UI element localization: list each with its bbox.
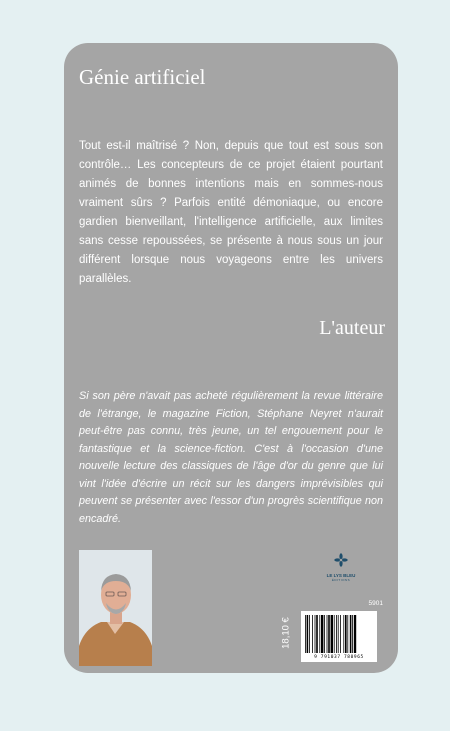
isbn-number: 9 791037 780965	[314, 655, 364, 660]
publisher-name: LE LYS BLEU	[326, 573, 356, 578]
author-photo	[79, 550, 152, 666]
book-title: Génie artificiel	[79, 65, 206, 89]
book-summary: Tout est-il maîtrisé ? Non, depuis que tout est sous son contrôle… Les concepteurs de ce projet étaient pourtant animés de bonnes intentions mais en sommes-nous vraiment sûrs ? Parfois entité démoniaque, ou encore gardien bienveillant, l'intelligence artificielle, aux limites sans cesse repoussées, se présente à nous sous un jour différent lorsque nous voyageons entre les univers parallèles.	[79, 140, 383, 285]
publisher-logo	[326, 553, 356, 582]
lily-flower-icon	[334, 553, 348, 567]
back-cover-panel	[64, 43, 398, 673]
price: 18,10 €	[280, 617, 292, 649]
barcode	[301, 611, 377, 662]
price-container	[276, 611, 296, 655]
publisher-subtitle: ÉDITIONS	[331, 578, 351, 582]
product-code: 5901	[368, 600, 383, 607]
author-heading: L'auteur	[319, 317, 385, 339]
author-bio: Si son père n'avait pas acheté régulièrement la revue littéraire de l'étrange, le magazine Fiction, Stéphane Neyret n'aurait peut-être pas connu, très jeune, un tel engouement pour le fantastique et la science-fiction. C'est à l'occasion d'une nouvelle lecture des classiques de l'âge d'or du genre que lui vint l'idée d'écrire un récit sur les dangers imprévisibles qui peuvent se présenter avec l'essor d'un progrès scientifique non encadré.	[79, 390, 383, 525]
